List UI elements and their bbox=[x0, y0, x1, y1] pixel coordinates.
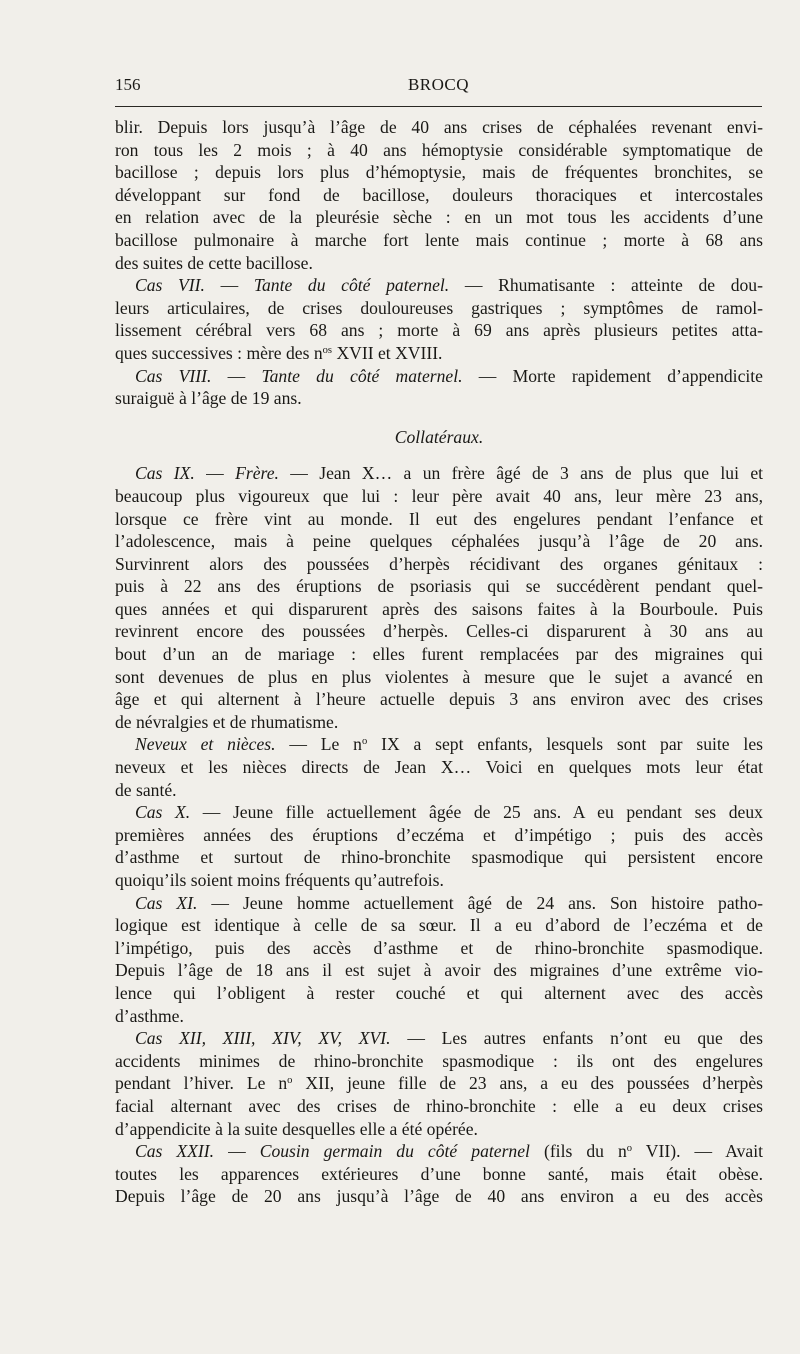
case-paragraph-xi bbox=[115, 892, 763, 1028]
case-label: Cas VII. bbox=[135, 275, 205, 296]
case-label: Cas X. bbox=[135, 802, 191, 823]
text-line: toutes les apparences extérieures d’une bonne santé, mais était obèse. bbox=[115, 1163, 763, 1184]
text-line: neveux et les nièces directs de Jean X… Voici en quelques mots leur état bbox=[115, 757, 763, 778]
body-text bbox=[115, 116, 763, 1208]
case-paragraph-x bbox=[115, 801, 763, 891]
text-line: Survinrent alors des poussées d’herpès récidivant des organes génitaux : bbox=[115, 553, 763, 574]
dash: — bbox=[220, 275, 239, 296]
text-line bbox=[115, 462, 763, 485]
text-line: revinrent encore des poussées d’herpès. Celles-ci disparurent à 30 ans au bbox=[115, 621, 763, 642]
dash: — bbox=[290, 463, 308, 484]
text-line: ron tous les 2 mois ; à 40 ans hémoptysie considérable symptomatique de bbox=[115, 139, 763, 160]
text-line bbox=[115, 892, 763, 915]
case-paragraph-vii bbox=[115, 274, 763, 364]
case-label: Cas IX. bbox=[135, 463, 195, 484]
case-paragraph-ix bbox=[115, 462, 763, 733]
text-line: facial alternant avec des crises de rhino-bronchite : elle a eu deux crises bbox=[115, 1095, 763, 1116]
case-label: Neveux et nièces. bbox=[135, 734, 276, 755]
dash: — bbox=[202, 802, 221, 823]
line-rest: Jean X… a un frère âgé de 3 ans de plus que lui et bbox=[319, 463, 764, 484]
dash: — bbox=[227, 365, 246, 386]
text-line bbox=[115, 1140, 763, 1163]
line-text: ques successives : mère des n bbox=[115, 342, 323, 363]
text-line: logique est identique à celle de sa sœur. Il a eu d’abord de l’eczéma et de bbox=[115, 915, 763, 936]
dash: — bbox=[478, 365, 497, 386]
text-line: puis à 22 ans des éruptions de psoriasis qui se succédèrent pendant quel- bbox=[115, 576, 763, 597]
spacer bbox=[115, 448, 763, 462]
text-line: lissement cérébral vers 68 ans ; morte à 69 ans après plusieurs petites atta- bbox=[115, 320, 763, 341]
text-line: suraiguë à l’âge de 19 ans. bbox=[115, 388, 302, 409]
text-line: l’adolescence, mais à peine quelques céphalées jusqu’à l’âge de 20 ans. bbox=[115, 531, 763, 552]
line-text: Le n bbox=[320, 734, 362, 755]
text-line: d’asthme. bbox=[115, 1005, 184, 1026]
case-relation: Tante du côté paternel. bbox=[253, 275, 450, 296]
text-line: sont devenues de plus en plus violentes à mesure que le sujet a avancé en bbox=[115, 666, 763, 687]
text-line: bout d’un an de mariage : elles furent remplacées par des migraines qui bbox=[115, 644, 763, 665]
text-line: âge et qui alternent à l’heure actuelle depuis 3 ans environ avec des crises bbox=[115, 689, 763, 710]
line-text: pendant l’hiver. Le n bbox=[115, 1073, 288, 1094]
page-number: 156 bbox=[115, 75, 141, 94]
line-rest: Morte rapidement d’appendicite bbox=[512, 365, 763, 386]
line-rest: Rhumatisante : atteinte de dou- bbox=[498, 275, 763, 296]
text-line: en relation avec de la pleurésie sèche : en un mot tous les accidents d’une bbox=[115, 207, 763, 228]
text-line: des suites de cette bacillose. bbox=[115, 252, 313, 273]
header-rule bbox=[115, 106, 762, 107]
running-head: BROCQ bbox=[407, 75, 470, 94]
dash: — bbox=[694, 1141, 713, 1162]
text-line: d’asthme et surtout de rhino-bronchite spasmodique qui persistent encore bbox=[115, 847, 763, 868]
line-text: XVII et XVIII. bbox=[332, 342, 443, 363]
case-relation: Cousin germain du côté paternel bbox=[259, 1141, 530, 1162]
line-text: XII, jeune fille de 23 ans, a eu des poussées d’herpès bbox=[292, 1073, 763, 1094]
text-line: leurs articulaires, de crises douloureuses gastriques ; symptômes de ramol- bbox=[115, 297, 763, 318]
page-header bbox=[115, 74, 762, 96]
text-line: premières années des éruptions d’eczéma et d’impétigo ; puis des accès bbox=[115, 824, 763, 845]
superscript: o bbox=[361, 736, 368, 748]
superscript: o bbox=[626, 1143, 633, 1155]
line-rest: Jeune fille actuellement âgée de 25 ans. A eu pendant ses deux bbox=[232, 802, 763, 823]
case-label: Cas XII, XIII, XIV, XV, XVI. bbox=[135, 1028, 391, 1049]
line-rest: Avait bbox=[725, 1141, 763, 1162]
text-line: blir. Depuis lors jusqu’à l’âge de 40 ans crises de céphalées revenant envi- bbox=[115, 117, 763, 137]
text-line: beaucoup plus vigoureux que lui : leur père avait 40 ans, leur mère 23 ans, bbox=[115, 485, 763, 506]
text-line: bacillose ; depuis lors plus d’hémoptysie, mais de fréquentes bronchites, se bbox=[115, 162, 763, 183]
dash: — bbox=[206, 463, 224, 484]
case-relation: Tante du côté maternel. bbox=[261, 365, 463, 386]
text-line: l’impétigo, puis des accès d’asthme et de rhino-bronchite spasmodique. bbox=[115, 937, 763, 958]
dash: — bbox=[211, 892, 229, 913]
dash: — bbox=[464, 275, 483, 296]
text-line: d’appendicite à la suite desquelles elle a été opérée. bbox=[115, 1118, 478, 1139]
text-line: quoiqu’ils soient moins fréquents qu’autrefois. bbox=[115, 870, 444, 890]
section-heading bbox=[115, 426, 763, 449]
case-paragraph-neveux bbox=[115, 733, 763, 801]
text-line: de névralgies et de rhumatisme. bbox=[115, 711, 339, 732]
text-line: de santé. bbox=[115, 779, 177, 800]
superscript: os bbox=[322, 345, 333, 357]
case-paragraph-xxii bbox=[115, 1140, 763, 1208]
text-line bbox=[115, 365, 763, 388]
text-line: ques années et qui disparurent après des saisons faites à la Bourboule. Puis bbox=[115, 598, 763, 619]
line-text: (fils du n bbox=[543, 1141, 627, 1162]
text-line bbox=[115, 342, 763, 365]
text-line bbox=[115, 274, 763, 297]
line-text: VII). bbox=[632, 1141, 681, 1162]
text-line: accidents minimes de rhino-bronchite spasmodique : ils ont des engelures bbox=[115, 1050, 763, 1071]
text-line: lence qui l’obligent à rester couché et qui alternent avec des accès bbox=[115, 982, 763, 1003]
text-line: développant sur fond de bacillose, douleurs thoraciques et intercostales bbox=[115, 184, 763, 205]
text-line bbox=[115, 733, 763, 756]
paragraph-continuation bbox=[115, 116, 763, 274]
text-line bbox=[115, 1027, 763, 1050]
text-line bbox=[115, 801, 763, 824]
case-relation: Frère. bbox=[235, 463, 279, 484]
superscript: o bbox=[287, 1075, 293, 1087]
spacer bbox=[115, 410, 763, 426]
line-rest: Jeune homme actuellement âgé de 24 ans. Son histoire patho- bbox=[242, 892, 764, 913]
text-line: bacillose pulmonaire à marche fort lente mais continue ; morte à 68 ans bbox=[115, 229, 763, 250]
text-line: Depuis l’âge de 20 ans jusqu’à l’âge de 40 ans environ a eu des accès bbox=[115, 1186, 763, 1207]
text-line bbox=[115, 1072, 763, 1095]
case-label: Cas XI. bbox=[135, 892, 198, 913]
dash: — bbox=[407, 1028, 425, 1049]
line-text: IX a sept enfants, lesquels sont par suite les bbox=[367, 734, 763, 755]
section-heading-text: Collatéraux. bbox=[394, 426, 484, 447]
dash: — bbox=[228, 1141, 246, 1162]
case-label: Cas VIII. bbox=[135, 365, 212, 386]
text-line: Depuis l’âge de 18 ans il est sujet à avoir des migraines d’une extrême vio- bbox=[115, 960, 763, 981]
line-rest: Les autres enfants n’ont eu que des bbox=[441, 1028, 763, 1049]
dash: — bbox=[289, 734, 307, 755]
case-paragraph-xii-xvi bbox=[115, 1027, 763, 1140]
case-label: Cas XXII. bbox=[135, 1141, 215, 1162]
text-line: lorsque ce frère vint au monde. Il eut des engelures pendant l’enfance et bbox=[115, 508, 763, 529]
case-paragraph-viii bbox=[115, 365, 763, 410]
